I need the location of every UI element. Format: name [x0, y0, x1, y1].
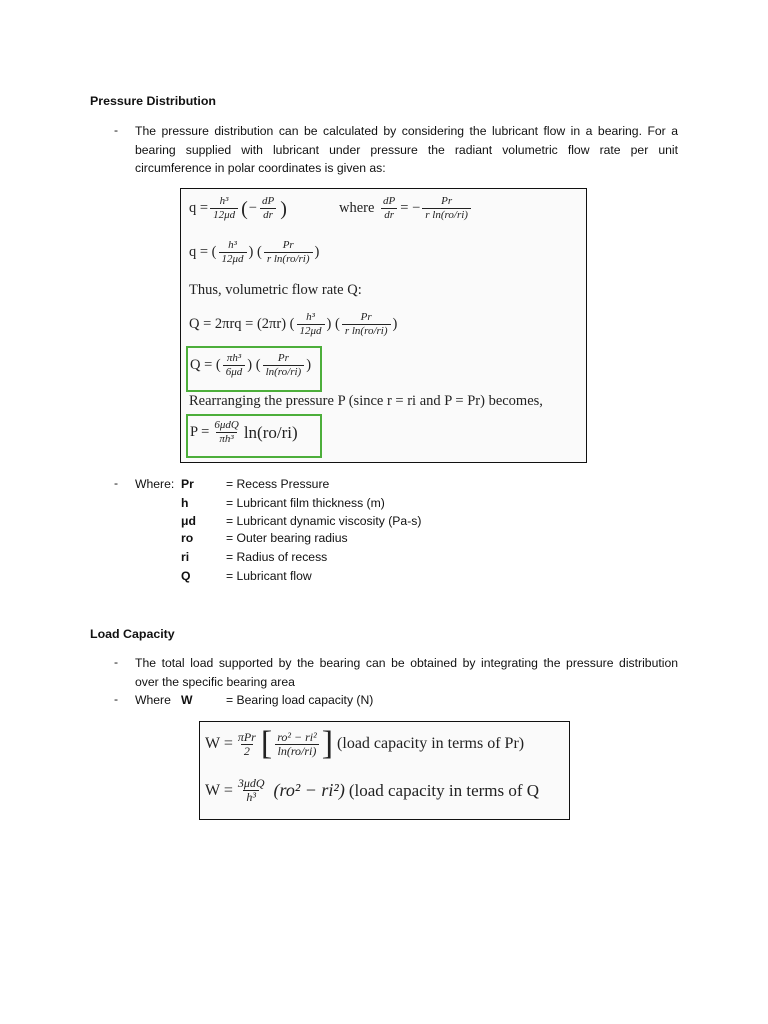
paragraph-line: circumference in polar coordinates is given as:	[135, 161, 386, 176]
fraction	[259, 195, 277, 222]
formula-load-pressure: W = $\frac{\text{πPr}}{2}$ [ $\frac{\text{ro² − ri²}}{\ln(ro/ri)}$ ] (load capacity in terms of Pr)	[205, 725, 525, 762]
numerator: dP	[383, 195, 396, 207]
fraction	[274, 731, 320, 758]
formula-flow-rate-substituted	[189, 239, 319, 266]
denominator: 12μd	[210, 208, 238, 222]
numerator: h³	[228, 239, 237, 251]
formula-text: Rearranging the pressure P (since r = ri and P = Pr) becomes,	[189, 393, 543, 409]
denominator: r ln(ro/ri)	[422, 208, 471, 222]
denominator: πh³	[216, 432, 236, 446]
definition-symbol: μd	[181, 514, 196, 528]
fraction	[211, 419, 241, 446]
formula-text: q =	[189, 200, 209, 216]
denominator: dr	[381, 208, 397, 222]
formula-text: Q = 2πrq = (2πr) (	[189, 316, 295, 332]
definition-text: = Recess Pressure	[226, 477, 330, 491]
denominator: r ln(ro/ri)	[264, 252, 313, 266]
fraction	[235, 777, 268, 804]
numerator: h³	[306, 311, 315, 323]
paragraph-line: over the specific bearing area	[135, 674, 295, 689]
bullet-dash: -	[114, 476, 119, 490]
denominator: 12μd	[219, 252, 247, 266]
formula-text: = −	[400, 200, 421, 216]
formula-text: W =	[205, 735, 233, 752]
fraction	[342, 311, 391, 338]
definition-text: = Outer bearing radius	[226, 531, 348, 545]
definition-text: = Radius of recess	[226, 550, 328, 564]
pressure-paragraph	[135, 122, 678, 178]
load-formula-figure	[199, 721, 570, 820]
fraction	[223, 352, 246, 379]
formula-rearranging-text	[189, 393, 543, 410]
definition-text: = Lubricant dynamic viscosity (Pa-s)	[226, 514, 422, 528]
definition-text: = Lubricant flow	[226, 569, 312, 583]
formula-text: (load capacity in terms of Q	[348, 780, 540, 800]
definition-symbol: h	[181, 496, 189, 510]
where-label: Where:	[135, 477, 175, 491]
numerator: h³	[219, 195, 229, 207]
numerator: πPr	[237, 729, 256, 744]
denominator: h³	[243, 790, 259, 804]
formula-text: P =	[190, 424, 210, 440]
definition-symbol: Pr	[181, 477, 194, 491]
formula-text: (load capacity in terms of Pr)	[337, 735, 525, 752]
formula-text: )	[392, 316, 398, 332]
formula-load-flow	[205, 777, 539, 804]
load-heading: Load Capacity	[90, 627, 175, 641]
numerator: 6μdQ	[214, 419, 239, 431]
where-label: Where	[135, 693, 171, 707]
definition-symbol: Q	[181, 569, 191, 583]
numerator: πh³	[226, 352, 242, 364]
formula-volumetric-flow	[189, 311, 397, 338]
paragraph-line: The total load supported by the bearing can be obtained by integrating the pressure distribution	[135, 656, 678, 670]
formula-text: )	[306, 357, 312, 373]
fraction	[422, 195, 471, 222]
pressure-formula-figure	[180, 188, 587, 463]
formula-text: ) (	[247, 357, 261, 373]
definition-text: = Lubricant film thickness (m)	[226, 496, 385, 510]
fraction	[263, 352, 305, 379]
definition-text: = Bearing load capacity (N)	[226, 693, 374, 707]
load-paragraph	[135, 654, 678, 691]
denominator: dr	[260, 208, 276, 222]
numerator: Pr	[277, 352, 289, 364]
formula-flow-rate-per-unit: q = $\frac{\text{h³}}{12\mu d}$ ( − $\frac{dP}{dr}$ )	[189, 195, 287, 221]
denominator: 2	[241, 744, 253, 758]
denominator: 6μd	[223, 365, 246, 379]
formula-text: ) (	[248, 244, 262, 260]
fraction	[219, 239, 247, 266]
denominator: ln(ro/ri)	[263, 365, 305, 379]
definition-symbol: ro	[181, 531, 194, 545]
formula-text: ) (	[326, 316, 340, 332]
formula-text: )	[314, 244, 320, 260]
denominator: 12μd	[297, 324, 325, 338]
numerator: Pr	[282, 239, 294, 251]
formula-pressure-result	[190, 419, 298, 446]
formula-thus-text	[189, 282, 362, 299]
formula-text: ln(ro/ri)	[243, 422, 298, 442]
paragraph-line: bearing supplied with lubricant under pressure the radiant volumetric flow rate per unit	[135, 142, 678, 157]
bullet-dash: -	[114, 123, 119, 137]
fraction	[235, 731, 259, 758]
formula-text: (ro² − ri²)	[273, 780, 345, 800]
formula-text: Thus, volumetric flow rate Q:	[189, 282, 362, 298]
formula-text: where	[339, 200, 375, 216]
fraction	[297, 311, 325, 338]
denominator: ln(ro/ri)	[275, 744, 320, 758]
definition-symbol: ri	[181, 550, 190, 564]
pressure-heading: Pressure Distribution	[90, 94, 216, 108]
denominator: r ln(ro/ri)	[342, 324, 391, 338]
bullet-dash: -	[114, 655, 119, 669]
formula-text: W =	[205, 781, 233, 799]
fraction	[264, 239, 313, 266]
paragraph-line: The pressure distribution can be calculated by considering the lubricant flow in a bearing. For a	[135, 124, 678, 138]
formula-text: q = (	[189, 244, 217, 260]
formula-flow-result	[190, 352, 311, 379]
formula-text: Q = (	[190, 357, 221, 373]
numerator: Pr	[441, 195, 453, 207]
numerator: ro² − ri²	[277, 729, 317, 744]
numerator: dP	[261, 195, 275, 207]
formula-where-clause	[339, 195, 473, 222]
fraction	[210, 195, 238, 222]
bullet-dash: -	[114, 692, 119, 706]
fraction	[380, 195, 398, 222]
definition-symbol: W	[181, 693, 193, 707]
numerator: Pr	[360, 311, 372, 323]
numerator: 3μdQ	[237, 776, 265, 790]
